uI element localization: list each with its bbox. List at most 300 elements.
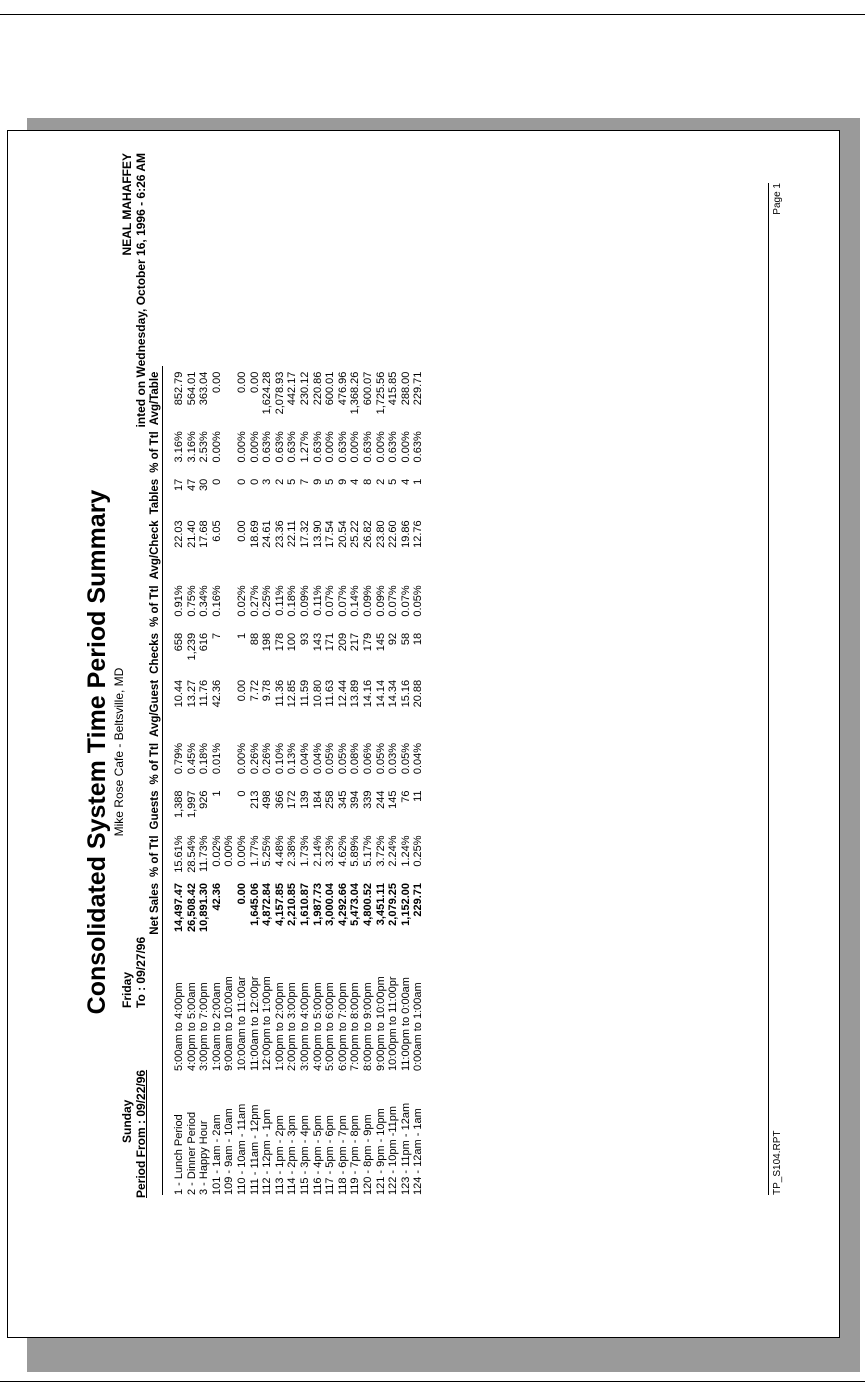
table-cell: 0.05% <box>374 742 387 775</box>
table-cell: 3.23% <box>324 835 337 867</box>
report-subtitle: Mike Rose Cafe - Beltsville, MD <box>112 667 126 837</box>
top-rule <box>0 14 865 15</box>
report-page <box>7 130 840 1338</box>
table-cell: 13.90 <box>311 520 324 548</box>
table-cell: 2:00pm to 3:00pm <box>286 982 299 1071</box>
table-cell: 21.40 <box>185 520 198 548</box>
table-cell: 0 <box>248 478 261 485</box>
table-cell: 172 <box>286 790 299 809</box>
table-cell: 28.54% <box>185 835 198 873</box>
col-header-range <box>148 955 163 1071</box>
table-cell: 0 <box>235 790 248 797</box>
table-cell <box>223 674 236 737</box>
table-cell: 1 - Lunch Period <box>173 1114 185 1195</box>
table-cell: 4:00pm to 5:00am <box>185 982 198 1071</box>
table-cell: 2 <box>273 478 286 485</box>
bottom-rule <box>0 1381 865 1382</box>
table-cell: 23.36 <box>273 520 286 548</box>
table-cell: 116 - 4pm - 5pm <box>311 1115 324 1195</box>
table-cell: 5 <box>324 478 337 485</box>
table-cell: 8 <box>361 478 374 485</box>
table-cell <box>223 579 236 627</box>
table-cell: 926 <box>198 790 211 809</box>
table-row <box>211 366 224 1195</box>
table-cell: 4,800.52 <box>361 883 374 926</box>
table-cell: 658 <box>173 632 185 652</box>
table-row <box>173 366 186 1195</box>
table-cell: 93 <box>298 632 311 646</box>
table-cell: 394 <box>349 790 362 809</box>
table-cell: 11.36 <box>273 679 286 707</box>
table-cell: 10,891.30 <box>198 883 211 932</box>
table-cell: 30 <box>198 478 211 492</box>
table-row <box>249 366 262 1195</box>
table-cell: 3:00pm to 7:00pm <box>198 982 211 1071</box>
table-cell: 0.05% <box>412 585 425 617</box>
table-cell: 12.76 <box>412 520 425 548</box>
table-cell: 11.76 <box>198 679 211 707</box>
table-cell: 476.96 <box>336 371 349 406</box>
table-cell: 26.82 <box>361 520 374 548</box>
table-cell: 101 - 1am - 2am <box>210 1114 223 1195</box>
table-cell: 0.00% <box>248 431 261 463</box>
table-cell: 2 - Dinner Period <box>185 1111 198 1195</box>
table-cell: 1.27% <box>298 431 311 463</box>
table-cell: 42.36 <box>210 883 223 911</box>
table-cell: 122 - 10pm -11pm <box>387 1105 400 1195</box>
table-cell: 0.00% <box>399 431 412 463</box>
table-cell: 0.45% <box>185 742 198 775</box>
period-header <box>120 936 148 1198</box>
table-cell: 4,292.66 <box>336 883 349 926</box>
table-cell: 24.61 <box>261 520 274 548</box>
table-cell: 123 - 11pm - 12am <box>399 1102 412 1195</box>
table-cell: 18 <box>412 632 425 646</box>
table-row <box>223 366 236 1195</box>
table-cell: 3.16% <box>173 431 185 463</box>
table-cell: 11.73% <box>198 835 211 872</box>
col-header: Checks <box>148 627 163 674</box>
table-cell: 5 <box>387 478 400 485</box>
table-cell: 10.80 <box>311 679 324 708</box>
col-header: % of Ttl <box>148 829 163 877</box>
col-header: Avg/Guest <box>148 674 163 737</box>
table-cell: 345 <box>336 790 349 809</box>
table-cell: 111 - 11am - 12pm <box>248 1104 261 1195</box>
table-cell: 0.00 <box>235 371 248 393</box>
table-cell: 5,473.04 <box>349 883 362 926</box>
table-cell: 4.62% <box>336 835 349 867</box>
table-cell: 0.18% <box>286 585 299 617</box>
table-cell: 11:00am to 12:00pr <box>248 976 261 1071</box>
table-cell: 600.07 <box>361 371 374 406</box>
table-cell: 13.89 <box>349 679 362 708</box>
table-cell: 20.88 <box>412 679 425 708</box>
table-cell: 11.59 <box>298 679 311 707</box>
table-cell: 3,000.04 <box>324 883 337 926</box>
table-cell: 1,152.00 <box>399 883 412 926</box>
table-cell: 1 <box>235 632 248 640</box>
table-cell: 1,610.87 <box>298 883 311 926</box>
printed-on: inted on Wednesday, October 16, 1996 - 6:26 AM <box>134 153 148 428</box>
table-cell: 0.13% <box>286 742 299 775</box>
table-cell: 0.01% <box>210 742 223 775</box>
table-cell: 0.05% <box>336 742 349 775</box>
table-cell: 25.22 <box>349 520 362 548</box>
print-info <box>120 153 148 428</box>
table-cell: 229.71 <box>412 883 425 917</box>
table-cell: 0.00 <box>235 679 248 702</box>
table-cell <box>223 877 236 955</box>
table-cell: 2,079.25 <box>387 883 400 926</box>
table-cell: 0.26% <box>248 742 261 775</box>
table-cell: 0.25% <box>412 835 425 867</box>
table-cell: 8:00pm to 9:00pm <box>361 982 374 1071</box>
table-cell: 9 <box>336 478 349 485</box>
table-cell: 220.86 <box>311 371 324 406</box>
table-cell: 1.24% <box>399 835 412 867</box>
table-cell: 0.00% <box>235 835 248 867</box>
table-cell <box>223 737 236 785</box>
table-cell: 1:00am to 2:00am <box>210 982 223 1071</box>
table-cell: 23.80 <box>374 520 387 548</box>
table-cell: 5 <box>286 478 299 485</box>
table-row <box>299 366 312 1195</box>
table-cell: 0.27% <box>248 585 261 617</box>
table-row <box>186 366 199 1195</box>
table-cell: 47 <box>185 478 198 492</box>
table-row <box>337 366 350 1195</box>
table-cell: 22.60 <box>387 520 400 548</box>
table-cell: 12:00pm to 1:00pm <box>261 976 274 1071</box>
table-cell: 17.54 <box>324 520 337 548</box>
table-cell: 7 <box>210 632 223 640</box>
table-cell: 18.69 <box>248 520 261 548</box>
period-from: Period From : 09/22/96 <box>134 1069 148 1198</box>
table-row <box>349 366 362 1195</box>
table-row <box>400 366 413 1195</box>
table-cell: 12.44 <box>336 679 349 708</box>
table-cell: 11:00pm to 0:00am <box>399 977 412 1071</box>
table-cell: 0.05% <box>399 742 412 775</box>
table-cell: 9:00pm to 10:00pm <box>374 976 387 1071</box>
table-cell <box>223 366 236 426</box>
col-header: % of Ttl <box>148 579 163 627</box>
table-row <box>274 366 287 1195</box>
table-cell: 17 <box>173 478 185 492</box>
page-number: Page 1 <box>772 183 783 215</box>
table-row <box>312 366 325 1195</box>
table-cell: 339 <box>361 790 374 809</box>
table-cell: 119 - 7pm - 8pm <box>349 1115 362 1195</box>
table-cell: 121 - 9pm - 10pm <box>374 1108 387 1195</box>
table-cell: 0.63% <box>311 431 324 463</box>
table-cell: 0.07% <box>399 585 412 617</box>
table-cell: 0.00 <box>235 520 248 542</box>
table-cell: 5:00am to 4:00pm <box>173 982 185 1071</box>
table-cell: 13.27 <box>185 679 198 708</box>
table-cell: 0 <box>210 478 223 485</box>
table-cell: 171 <box>324 632 337 652</box>
table-cell: 14.16 <box>361 679 374 708</box>
table-cell: 0.00 <box>235 883 248 905</box>
table-row <box>324 366 337 1195</box>
table-cell <box>223 627 236 674</box>
table-cell: 198 <box>261 632 274 652</box>
header-spacer <box>163 366 174 1195</box>
table-cell: 0.05% <box>324 742 337 775</box>
table-cell: 113 - 1pm - 2pm <box>273 1115 286 1195</box>
table-cell: 2.14% <box>311 835 324 867</box>
table-row <box>412 366 425 1195</box>
table-cell: 15.61% <box>173 835 185 873</box>
table-row <box>375 366 388 1195</box>
table-cell: 0.00% <box>235 431 248 463</box>
table-cell: 1,239 <box>185 632 198 661</box>
table-cell: 9:00am to 10:00am <box>223 976 236 1071</box>
table-cell: 10.44 <box>173 679 185 708</box>
table-cell: 0.18% <box>198 742 211 775</box>
table-cell: 5:00pm to 6:00pm <box>324 982 337 1071</box>
table-cell: 0.07% <box>336 585 349 617</box>
table-cell: 179 <box>361 632 374 652</box>
table-cell: 600.01 <box>324 371 337 406</box>
table-cell: 3.72% <box>374 835 387 867</box>
table-cell: 117 - 5pm - 6pm <box>324 1115 337 1195</box>
table-cell: 363.04 <box>198 371 211 406</box>
table-cell: 0.63% <box>387 431 400 463</box>
table-cell: 11.63 <box>324 679 337 707</box>
table-cell: 0.75% <box>185 585 198 617</box>
table-cell: 230.12 <box>298 371 311 406</box>
table-cell: 0.00% <box>374 431 387 463</box>
table-cell: 0.09% <box>374 585 387 617</box>
table-cell: 0.00% <box>210 431 223 463</box>
footer-rule <box>768 183 769 1195</box>
table-cell: 0.11% <box>273 585 286 616</box>
table-cell: 22.11 <box>286 520 299 548</box>
table-cell: 0.04% <box>412 742 425 775</box>
table-cell: 0.63% <box>336 431 349 463</box>
table-row <box>387 366 400 1195</box>
table-cell: 14,497.47 <box>173 883 185 932</box>
table-cell: 4,157.85 <box>273 883 286 926</box>
table-cell: 88 <box>248 632 261 646</box>
table-cell: 145 <box>387 790 400 809</box>
table-cell: 0.04% <box>298 742 311 775</box>
table-cell: 4,872.84 <box>261 883 274 926</box>
table-cell <box>223 473 236 515</box>
table-cell: 288.00 <box>399 371 412 406</box>
table-cell: 92 <box>387 632 400 646</box>
table-cell: 0.25% <box>261 585 274 617</box>
table-cell: 114 - 2pm - 3pm <box>286 1115 299 1195</box>
table-cell: 9.78 <box>261 679 274 702</box>
table-cell: 0.63% <box>361 431 374 463</box>
table-cell: 1,388 <box>173 790 185 818</box>
table-cell: 0.09% <box>361 585 374 617</box>
table-cell: 0.02% <box>210 835 223 867</box>
table-cell: 229.71 <box>412 371 425 406</box>
table-cell: 0.00% <box>235 742 248 775</box>
table-cell: 10:00pm to 11:00pr <box>387 976 400 1071</box>
table-row <box>286 366 299 1195</box>
report-title: Consolidated System Time Period Summary <box>83 489 111 1015</box>
table-cell: 100 <box>286 632 299 652</box>
table-cell: 1,997 <box>185 790 198 818</box>
table-cell: 209 <box>336 632 349 652</box>
table-cell: 12.85 <box>286 679 299 708</box>
table-cell: 415.85 <box>387 371 400 406</box>
table-cell: 0.63% <box>261 431 274 463</box>
table-cell: 1.77% <box>248 835 261 867</box>
table-cell: 76 <box>399 790 412 803</box>
col-header: Net Sales <box>148 877 163 955</box>
table-cell: 2.38% <box>286 835 299 867</box>
table-cell: 178 <box>273 632 286 652</box>
table-cell: 120 - 8pm - 9pm <box>361 1114 374 1195</box>
rotated-report <box>8 131 828 1331</box>
table-cell: 0.79% <box>173 742 185 775</box>
table-cell: 2.53% <box>198 431 211 463</box>
table-cell: 213 <box>248 790 261 809</box>
table-cell: 14.14 <box>374 679 387 708</box>
table-cell: 0 <box>235 478 248 485</box>
table-cell <box>223 784 236 829</box>
table-cell: 1:00pm to 2:00pm <box>273 982 286 1071</box>
table-cell: 58 <box>399 632 412 646</box>
table-cell: 0.11% <box>311 585 324 616</box>
table-cell: 4:00pm to 5:00pm <box>311 982 324 1071</box>
table-cell: 564.01 <box>185 371 198 406</box>
table-cell: 17.32 <box>298 520 311 548</box>
table-cell: 0.00 <box>210 371 223 393</box>
table-cell: 1,725.56 <box>374 371 387 415</box>
table-cell: 14.34 <box>387 679 400 708</box>
table-cell: 7:00pm to 8:00pm <box>349 982 362 1071</box>
table-cell: 0.14% <box>349 585 362 617</box>
table-cell: 0.63% <box>286 431 299 463</box>
col-header-period <box>148 1071 163 1195</box>
table-cell: 139 <box>298 790 311 809</box>
table-cell: 0.07% <box>324 585 337 617</box>
time-period-table <box>148 366 425 1195</box>
table-cell: 1,368.26 <box>349 371 362 415</box>
col-header: Tables <box>148 473 163 515</box>
table-header-row <box>148 366 163 1195</box>
table-cell: 0.00% <box>223 835 236 867</box>
table-cell: 7 <box>298 478 311 485</box>
user-name: NEAL MAHAFFEY <box>120 153 134 256</box>
table-cell: 442.17 <box>286 371 299 406</box>
table-row <box>198 366 211 1195</box>
table-cell: 115 - 3pm - 4pm <box>298 1115 311 1195</box>
table-cell: 2 <box>374 478 387 485</box>
table-cell: 6:00pm to 7:00pm <box>336 982 349 1071</box>
table-cell: 1.73% <box>298 835 311 867</box>
table-cell: 1,624.28 <box>261 371 274 415</box>
col-header: Guests <box>148 784 163 829</box>
col-header: Avg/Check <box>148 514 163 579</box>
col-header: Avg/Table <box>148 366 163 426</box>
table-cell: 0.08% <box>349 742 362 775</box>
col-header: % of Ttl <box>148 425 163 473</box>
table-cell: 0.00% <box>324 431 337 463</box>
table-cell: 0.91% <box>173 585 185 617</box>
table-cell: 42.36 <box>210 679 223 708</box>
table-cell: 20.54 <box>336 520 349 548</box>
table-cell: 0:00am to 1:00am <box>412 982 425 1071</box>
table-cell: 3,451.11 <box>374 883 387 926</box>
table-cell: 109 - 9am - 10am <box>223 1108 236 1195</box>
table-cell: 4.48% <box>273 835 286 867</box>
table-cell: 1,987.73 <box>311 883 324 926</box>
table-cell: 852.79 <box>173 371 185 406</box>
table-body <box>173 366 425 1195</box>
table-cell <box>223 425 236 473</box>
table-cell: 112 - 12pm - 1pm <box>261 1108 274 1195</box>
table-cell: 2.24% <box>387 835 400 867</box>
day-to: Friday <box>120 971 134 1008</box>
table-cell: 5.89% <box>349 835 362 867</box>
table-cell: 9 <box>311 478 324 485</box>
table-cell: 184 <box>311 790 324 809</box>
table-cell: 0.07% <box>387 585 400 617</box>
table-row <box>261 366 274 1195</box>
table-cell: 1,645.06 <box>248 883 261 926</box>
table-row <box>362 366 375 1195</box>
period-to: To : 09/27/96 <box>134 936 148 1008</box>
table-row <box>236 366 249 1195</box>
table-cell: 17.68 <box>198 520 211 548</box>
table-cell: 3 <box>261 478 274 485</box>
table-cell: 498 <box>261 790 274 809</box>
table-cell: 0.06% <box>361 742 374 775</box>
table-cell: 11 <box>412 790 425 802</box>
table-cell: 3 - Happy Hour <box>198 1120 211 1195</box>
table-cell: 0.00 <box>248 371 261 393</box>
report-file-name: TP_S104.RPT <box>772 1130 783 1195</box>
table-cell: 0.00% <box>349 431 362 463</box>
day-from: Sunday <box>120 1099 134 1143</box>
table-cell: 6.05 <box>210 520 223 542</box>
table-cell: 0.26% <box>261 742 274 775</box>
table-cell: 0.63% <box>273 431 286 463</box>
col-header: % of Ttl <box>148 737 163 785</box>
table-cell: 15.16 <box>399 679 412 708</box>
table-cell: 1 <box>210 790 223 797</box>
table-cell <box>223 514 236 579</box>
table-cell: 145 <box>374 632 387 652</box>
table-cell: 0.10% <box>273 742 286 775</box>
table-cell: 5.25% <box>261 835 274 867</box>
table-cell: 258 <box>324 790 337 809</box>
table-cell: 616 <box>198 632 211 652</box>
table-cell: 0.03% <box>387 742 400 775</box>
table-cell: 4 <box>399 478 412 485</box>
table-cell: 110 - 10am - 11am <box>235 1103 248 1195</box>
table-cell: 0.16% <box>210 585 223 617</box>
table-cell: 26,508.42 <box>185 883 198 932</box>
table-cell: 366 <box>273 790 286 809</box>
table-cell: 217 <box>349 632 362 652</box>
table-cell: 118 - 6pm - 7pm <box>336 1115 349 1195</box>
table-cell: 5.17% <box>361 835 374 867</box>
table-cell: 0.02% <box>235 585 248 617</box>
table-cell: 1 <box>412 478 425 485</box>
table-cell: 19.86 <box>399 520 412 548</box>
table-cell: 3:00pm to 4:00pm <box>298 982 311 1071</box>
